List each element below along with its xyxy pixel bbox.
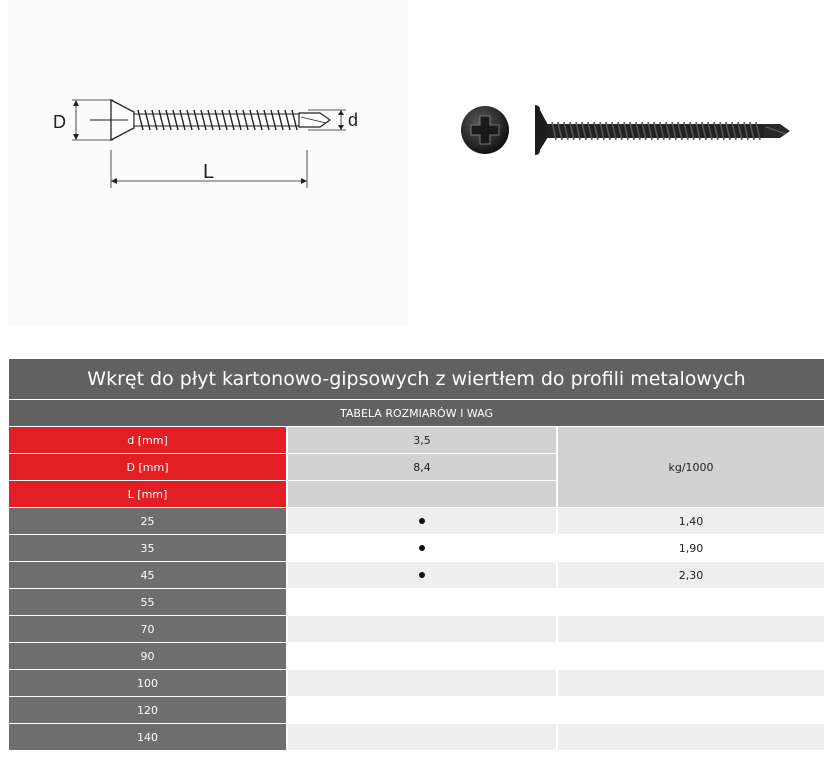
- table-subtitle: TABELA ROZMIARÓW I WAG: [9, 400, 824, 427]
- header-value-d: 3,5: [286, 427, 556, 454]
- header-label-L: L [mm]: [9, 481, 286, 508]
- row-length-140: 140: [9, 724, 286, 751]
- row-availability: [286, 562, 556, 589]
- row-weight: [556, 643, 824, 670]
- row-availability: [286, 643, 556, 670]
- available-dot-icon: [419, 545, 425, 551]
- header-label-d: d [mm]: [9, 427, 286, 454]
- weight-header: kg/1000: [556, 427, 824, 508]
- row-weight: [556, 697, 824, 724]
- table-grid: [9, 427, 824, 749]
- header-value-L: [286, 481, 556, 508]
- row-weight: 2,30: [556, 562, 824, 589]
- row-length-120: 120: [9, 697, 286, 724]
- dimension-drawing: [8, 0, 408, 325]
- row-length-45: 45: [9, 562, 286, 589]
- header-value-D: 8,4: [286, 454, 556, 481]
- row-weight: [556, 589, 824, 616]
- label-d: d: [348, 110, 359, 130]
- size-weight-table: [9, 359, 824, 749]
- screw-product-image: [440, 80, 820, 170]
- screw-technical-drawing: [8, 0, 408, 325]
- row-length-35: 35: [9, 535, 286, 562]
- row-availability: [286, 589, 556, 616]
- row-availability: [286, 670, 556, 697]
- label-D: D: [53, 112, 66, 132]
- table-title: Wkręt do płyt kartonowo-gipsowych z wiertłem do profili metalowych: [9, 359, 824, 400]
- row-availability: [286, 616, 556, 643]
- available-dot-icon: [419, 572, 425, 578]
- row-length-90: 90: [9, 643, 286, 670]
- row-weight: [556, 616, 824, 643]
- row-length-55: 55: [9, 589, 286, 616]
- row-availability: [286, 724, 556, 751]
- screw-photo: [440, 80, 820, 170]
- row-length-25: 25: [9, 508, 286, 535]
- row-availability: [286, 697, 556, 724]
- row-length-70: 70: [9, 616, 286, 643]
- header-label-D: D [mm]: [9, 454, 286, 481]
- row-availability: [286, 535, 556, 562]
- row-availability: [286, 508, 556, 535]
- row-weight: [556, 670, 824, 697]
- row-weight: [556, 724, 824, 751]
- row-weight: 1,40: [556, 508, 824, 535]
- label-L: L: [203, 161, 215, 183]
- available-dot-icon: [419, 518, 425, 524]
- row-length-100: 100: [9, 670, 286, 697]
- row-weight: 1,90: [556, 535, 824, 562]
